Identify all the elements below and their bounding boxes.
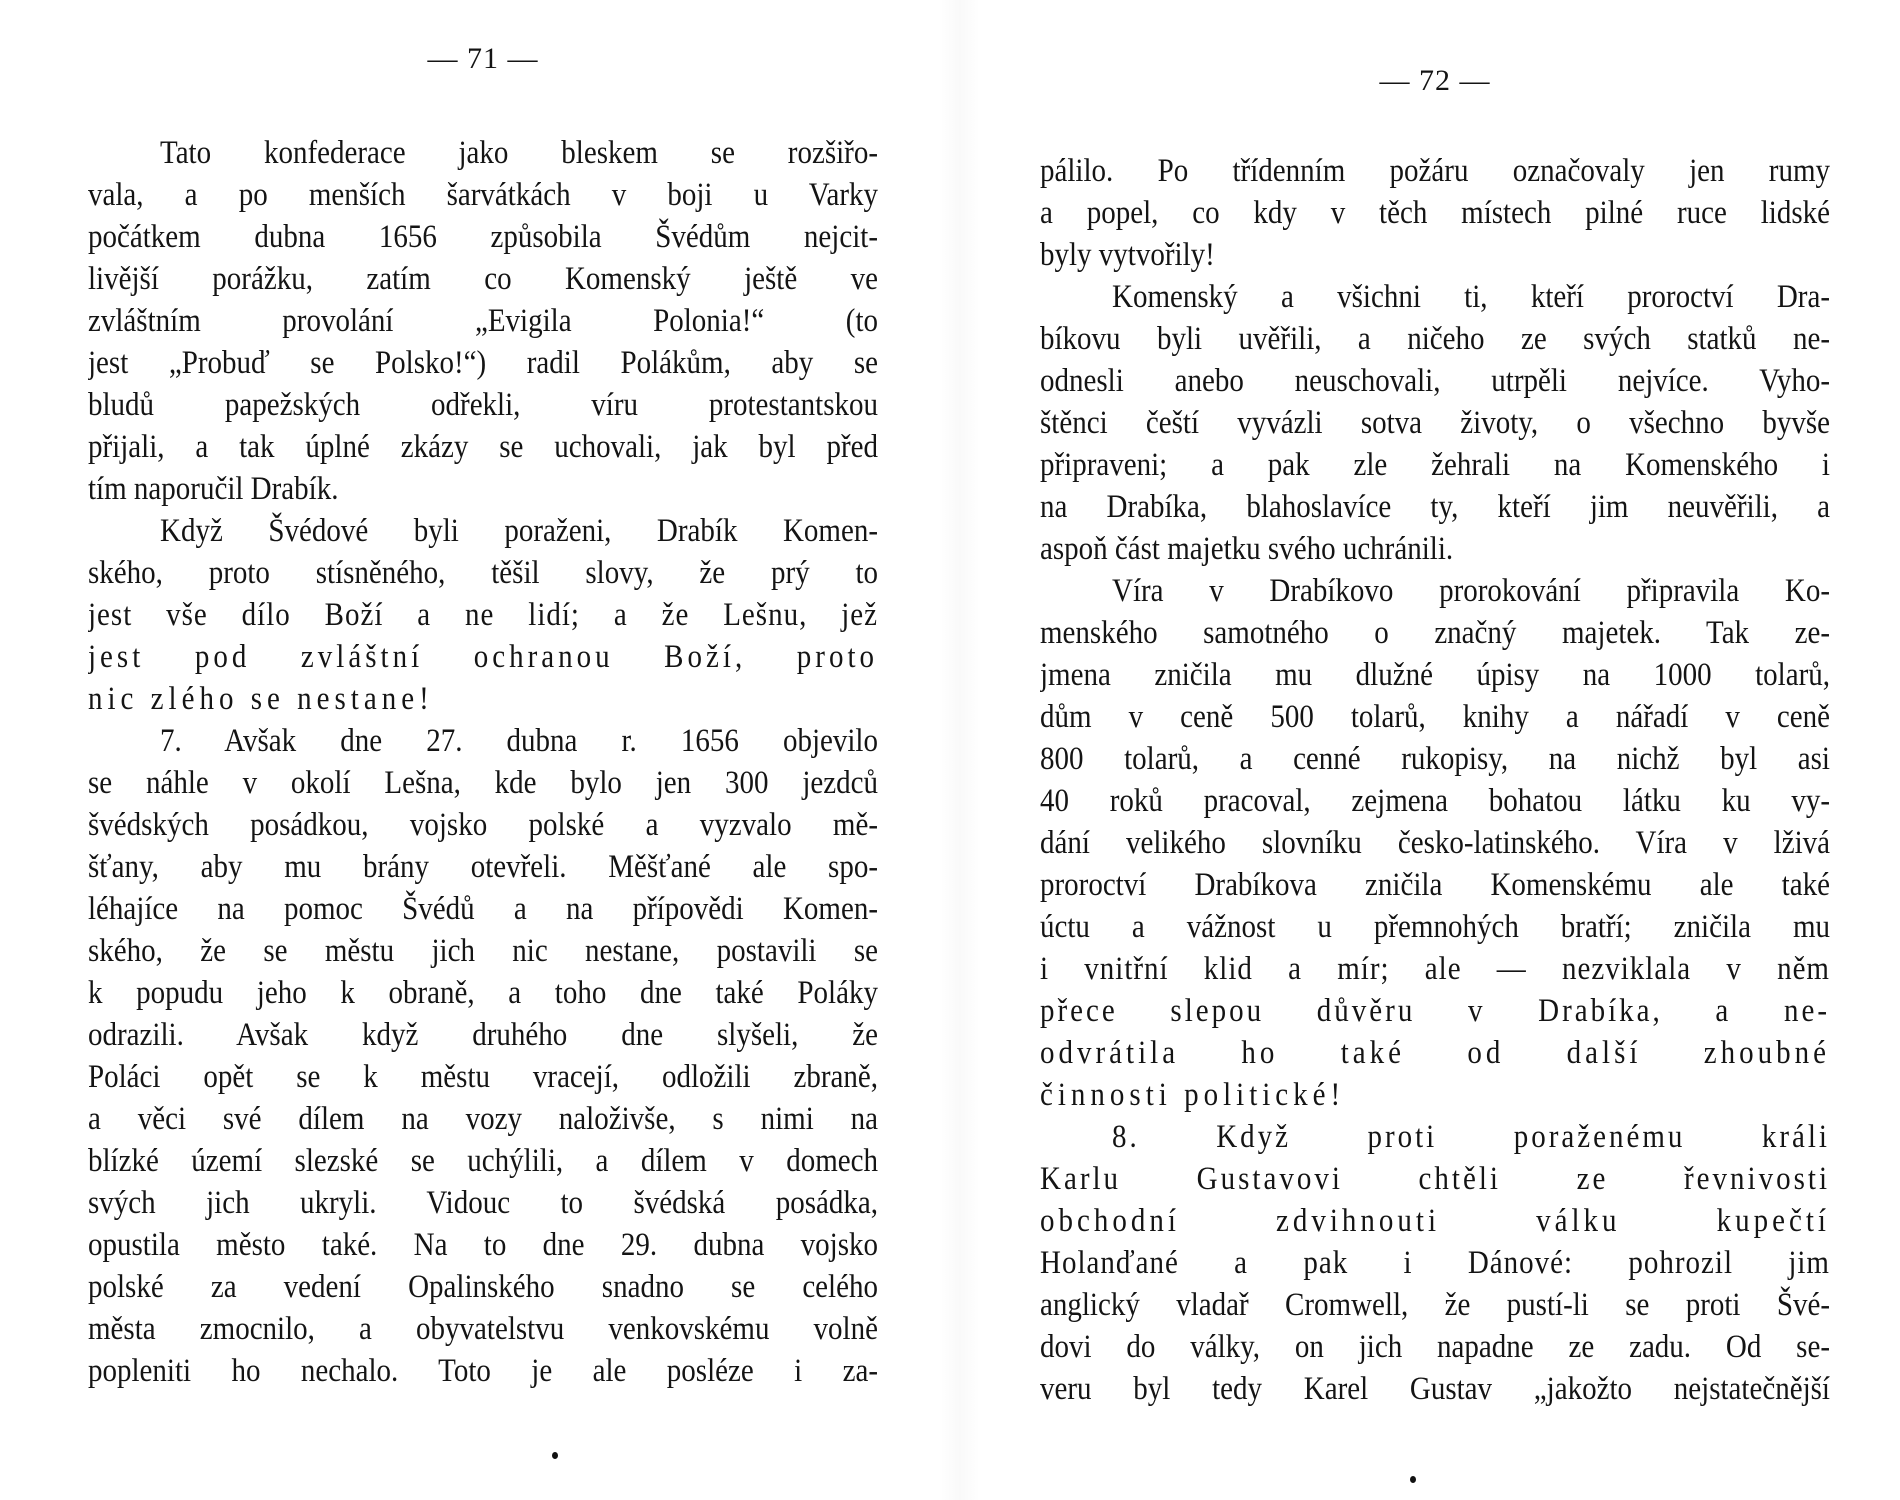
right-page	[1040, 0, 1830, 1500]
book-gutter	[940, 0, 980, 1500]
text-line: opustila město také. Na to dne 29. dubna vojsko	[88, 1227, 878, 1263]
text-line: jmena zničila mu dlužné úpisy na 1000 tolarů,	[1040, 657, 1830, 693]
page-number-71: — 71 —	[427, 42, 539, 75]
text-line: Karlu Gustavovi chtěli ze řevnivosti	[1040, 1161, 1830, 1197]
text-line: odnesli anebo neuschovali, utrpěli nejvíce. Vyho-	[1040, 363, 1830, 399]
text-line: švédských posádkou, vojsko polské a vyzvalo mě-	[88, 807, 878, 843]
text-line: veru byl tedy Karel Gustav „jakožto nejstatečnější	[1040, 1371, 1830, 1407]
text-line: odrazili. Avšak když druhého dne slyšeli, že	[88, 1017, 878, 1053]
text-line: Holanďané a pak i Dánové: pohrozil jim	[1040, 1245, 1830, 1281]
text-line: dům v ceně 500 tolarů, knihy a nářadí v ceně	[1040, 699, 1830, 735]
text-line: bíkovu byli uvěřili, a ničeho ze svých statků ne-	[1040, 321, 1830, 357]
text-line: ského, že se městu jich nic nestane, postavili se	[88, 933, 878, 969]
text-line: Tato konfederace jako bleskem se rozšiřo-	[160, 135, 878, 171]
ink-speck	[552, 1452, 558, 1459]
text-line: a popel, co kdy v těch místech pilné ruce lidské	[1040, 195, 1830, 231]
text-line: svých jich ukryli. Vidouc to švédská posádka,	[88, 1185, 878, 1221]
text-line: jest „Probuď se Polsko!“) radil Polákům, aby se	[88, 345, 878, 381]
text-line: štěnci čeští vyvázli sotva životy, o všechno byvše	[1040, 405, 1830, 441]
text-line: a věci své dílem na vozy naloživše, s nimi na	[88, 1101, 878, 1137]
text-line: počátkem dubna 1656 způsobila Švédům nejcit-	[88, 219, 878, 255]
text-line: odvrátila ho také od další zhoubné	[1040, 1035, 1830, 1071]
text-line: se náhle v okolí Lešna, kde bylo jen 300 jezdců	[88, 765, 878, 801]
text-line: 40 roků pracoval, zejmena bohatou látku ku vy-	[1040, 783, 1830, 819]
text-line: Když Švédové byli poraženi, Drabík Komen-	[160, 513, 878, 549]
text-line: zvláštním provolání „Evigila Polonia!“ (to	[88, 303, 878, 339]
text-line: 800 tolarů, a cenné rukopisy, na nichž byl asi	[1040, 741, 1830, 777]
text-line: popleniti ho nechalo. Toto je ale posléze i za-	[88, 1353, 878, 1389]
text-line: Víra v Drabíkovo prorokování připravila Ko-	[1112, 573, 1830, 609]
left-page-text	[88, 132, 878, 1392]
text-line: pálilo. Po třídenním požáru označovaly jen rumy	[1040, 153, 1830, 189]
text-line: aspoň část majetku svého uchránili.	[1040, 531, 1454, 567]
right-page-text	[1040, 150, 1830, 1410]
text-line: města zmocnilo, a obyvatelstvu venkovskému volně	[88, 1311, 878, 1347]
text-line: nic zlého se nestane!	[88, 681, 434, 717]
text-line: menského samotného o značný majetek. Tak ze-	[1040, 615, 1830, 651]
text-line: livější porážku, zatím co Komenský ještě ve	[88, 261, 878, 297]
text-line: 7. Avšak dne 27. dubna r. 1656 objevilo	[160, 723, 878, 759]
text-line: léhajíce na pomoc Švédů a na přípovědi Komen-	[88, 891, 878, 927]
text-line: činnosti politické!	[1040, 1077, 1346, 1113]
text-line: vala, a po menších šarvátkách v boji u Varky	[88, 177, 878, 213]
text-line: přijali, a tak úplné zkázy se uchovali, jak byl před	[88, 429, 878, 465]
text-line: Komenský a všichni ti, kteří proroctví Dra-	[1112, 279, 1830, 315]
text-line: k popudu jeho k obraně, a toho dne také Poláky	[88, 975, 878, 1011]
text-line: obchodní zdvihnouti válku kupečtí	[1040, 1203, 1830, 1239]
text-line: Poláci opět se k městu vracejí, odložili zbraně,	[88, 1059, 878, 1095]
text-line: tím naporučil Drabík.	[88, 471, 339, 507]
text-line: i vnitřní klid a mír; ale — nezviklala v něm	[1040, 951, 1830, 987]
ink-speck	[1410, 1476, 1416, 1483]
left-page	[88, 0, 878, 1500]
text-line: polské za vedení Opalinského snadno se celého	[88, 1269, 878, 1305]
text-line: anglický vladař Cromwell, že pustí-li se proti Švé-	[1040, 1287, 1830, 1323]
text-line: připraveni; a pak zle žehrali na Komenského i	[1040, 447, 1830, 483]
text-line: blízké území slezské se uchýlili, a dílem v domech	[88, 1143, 878, 1179]
text-line: dovi do války, on jich napadne ze zadu. Od se-	[1040, 1329, 1830, 1365]
page-number-72: — 72 —	[1379, 64, 1491, 97]
text-line: šťany, aby mu brány otevřeli. Měšťané ale spo-	[88, 849, 878, 885]
text-line: na Drabíka, blahoslavíce ty, kteří jim neuvěřili, a	[1040, 489, 1830, 525]
text-line: ského, proto stísněného, těšil slovy, že prý to	[88, 555, 878, 591]
text-line: bludů papežských odřekli, víru protestantskou	[88, 387, 878, 423]
text-line: přece slepou důvěru v Drabíka, a ne-	[1040, 993, 1830, 1029]
text-line: úctu a vážnost u přemnohých bratří; zničila mu	[1040, 909, 1830, 945]
text-line: jest pod zvláštní ochranou Boží, proto	[88, 639, 878, 675]
text-line: byly vytvořily!	[1040, 237, 1215, 273]
text-line: 8. Když proti poraženému králi	[1112, 1119, 1830, 1155]
text-line: proroctví Drabíkova zničila Komenskému ale také	[1040, 867, 1830, 903]
text-line: jest vše dílo Boží a ne lidí; a že Lešnu, jež	[88, 597, 878, 633]
text-line: dání velikého slovníku česko-latinského. Víra v lživá	[1040, 825, 1830, 861]
